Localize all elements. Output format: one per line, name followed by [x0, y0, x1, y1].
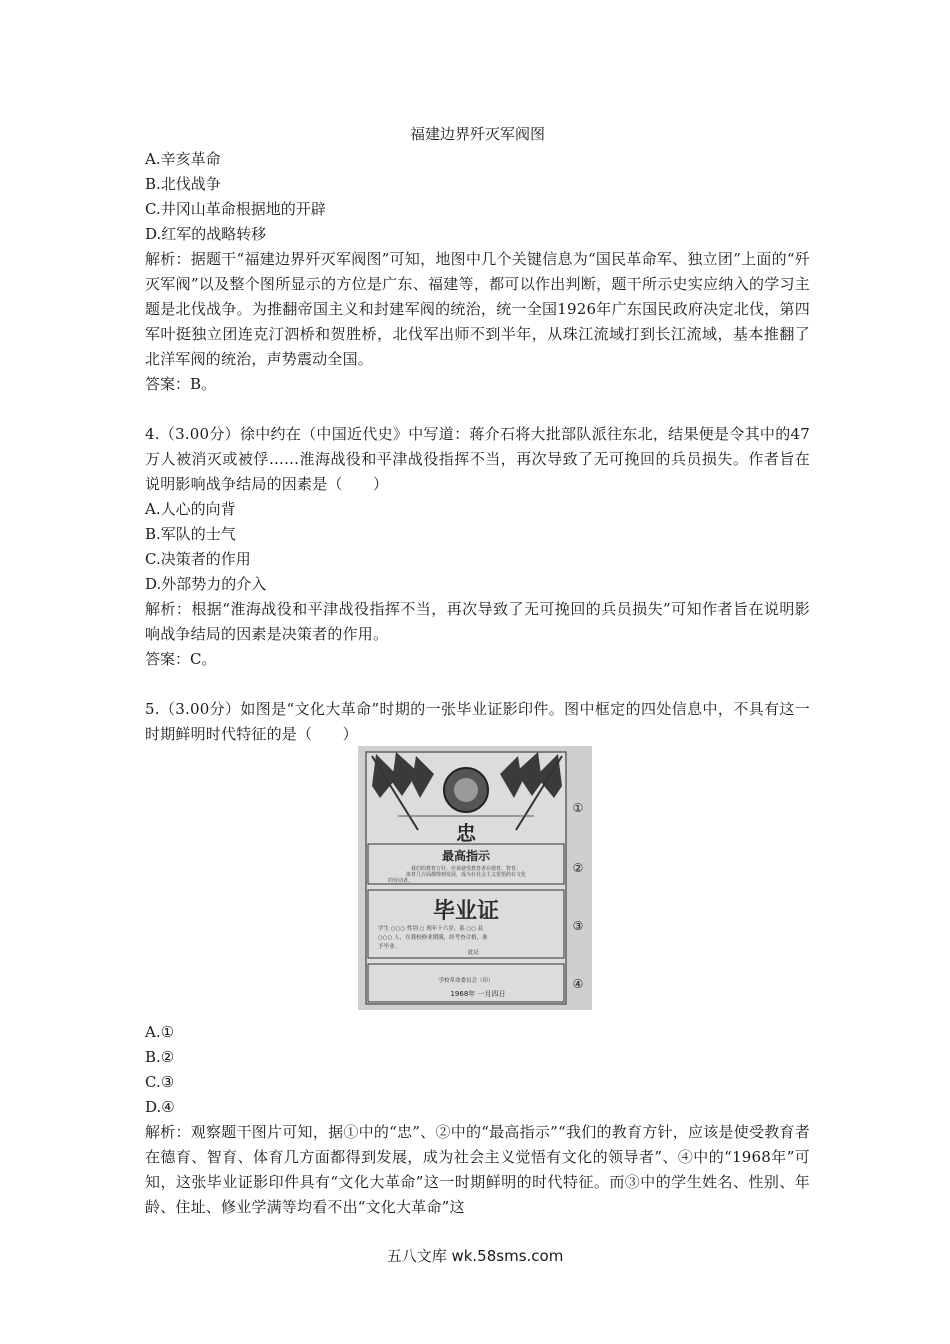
q5-option-a: A.① [145, 1023, 175, 1041]
q5-option-c: C.③ [145, 1073, 175, 1091]
q3-analysis: 解析：据题干“福建边界歼灭军阀图”可知，地图中几个关键信息为“国民革命军、独立团”上面的“歼灭军阀”以及整个图所显示的方位是广东、福建等，都可以作出判断，题干所示史实应纳入的学习主题是北伐战争。为推翻帝国主义和封建军阀的统治，统一全国1926年广东国民政府决定北伐，第四军叶挺独立团连克汀泗桥和贺胜桥，北伐军出师不到半年，从珠江流域打到长江流域，基本推翻了北洋军阀的统治，声势震动全国。 [145, 250, 810, 368]
certificate-title: 毕业证 [432, 899, 500, 924]
marker-4: ④ [572, 977, 584, 991]
q5-stem: 5.（3.00分）如图是“文化大革命”时期的一张毕业证影印件。图中框定的四处信息中，不具有这一时期鲜明时代特征的是（ ） [145, 700, 810, 743]
q5-option-b: B.② [145, 1048, 175, 1066]
q4-option-d: D.外部势力的介入 [145, 575, 267, 593]
directive-quote-line-3: 的劳动者。 [388, 878, 414, 884]
document-body [145, 122, 810, 747]
q4-answer: 答案：C。 [145, 650, 217, 668]
student-line-4: 此证 [468, 950, 480, 956]
q5-option-d: D.④ [145, 1098, 175, 1116]
page-footer-watermark: 五八文库 wk.58sms.com [386, 1247, 564, 1265]
student-line-1: 学生 ○○○ 性别 ○ 现年十六岁，系 ○○ 县 [378, 926, 484, 932]
q3-option-a: A.辛亥革命 [145, 150, 221, 168]
q4-analysis: 解析：根据“淮海战役和平津战役指挥不当，再次导致了无可挽回的兵员损失”可知作者旨在说明影响战争结局的因素是决策者的作用。 [145, 600, 810, 643]
highest-directive-heading: 最高指示 [441, 849, 491, 863]
marker-2: ② [572, 861, 584, 875]
q3-figure-caption: 福建边界歼灭军阀图 [409, 125, 545, 143]
certificate-date: 1968年 一月四日 [450, 990, 506, 998]
graduation-certificate-image [358, 746, 592, 1010]
q4-option-b: B.军队的士气 [145, 525, 236, 543]
school-committee-line: 学校革命委员会（印） [438, 978, 494, 984]
q3-answer: 答案：B。 [145, 375, 217, 393]
q3-option-d: D.红军的战略转移 [145, 225, 267, 243]
q3-option-c: C.井冈山革命根据地的开辟 [145, 200, 326, 218]
marker-1: ① [572, 801, 584, 815]
q3-option-b: B.北伐战争 [145, 175, 221, 193]
student-line-3: 予毕业。 [378, 944, 401, 950]
q4-option-c: C.决策者的作用 [145, 550, 251, 568]
zhong-character: 忠 [456, 821, 476, 845]
directive-quote-line-1: 我们的教育方针，应该使受教育者在德育、智育、 [410, 866, 522, 872]
certificate-svg [358, 746, 592, 1010]
directive-quote-line-2: 体育几方面都得到发展，成为有社会主义觉悟的有文化 [405, 872, 527, 878]
marker-3: ③ [572, 919, 584, 933]
q5-continued [145, 1020, 810, 1220]
student-line-2: ○○○ 人，在我校修业期满，经考查合格，准 [378, 935, 488, 941]
q4-stem: 4.（3.00分）徐中约在（中国近代史》中写道：蒋介石将大批部队派往东北，结果便是令其中的47万人被消灭或被俘……淮海战役和平津战役指挥不当，再次导致了无可挽回的兵员损失。作者旨在说明影响战争结局的因素是（ ） [145, 425, 810, 493]
q4-option-a: A.人心的向背 [145, 500, 236, 518]
q5-analysis: 解析：观察题干图片可知，据①中的“忠”、②中的“最高指示”“我们的教育方针，应该是使受教育者在德育、智育、体育几方面都得到发展，成为社会主义觉悟有文化的领导者”、④中的“1968年”可知，这张毕业证影印件具有“文化大革命”这一时期鲜明的时代特征。而③中的学生姓名、性别、年龄、住址、修业学满等均看不出“文化大革命”这 [145, 1123, 810, 1216]
